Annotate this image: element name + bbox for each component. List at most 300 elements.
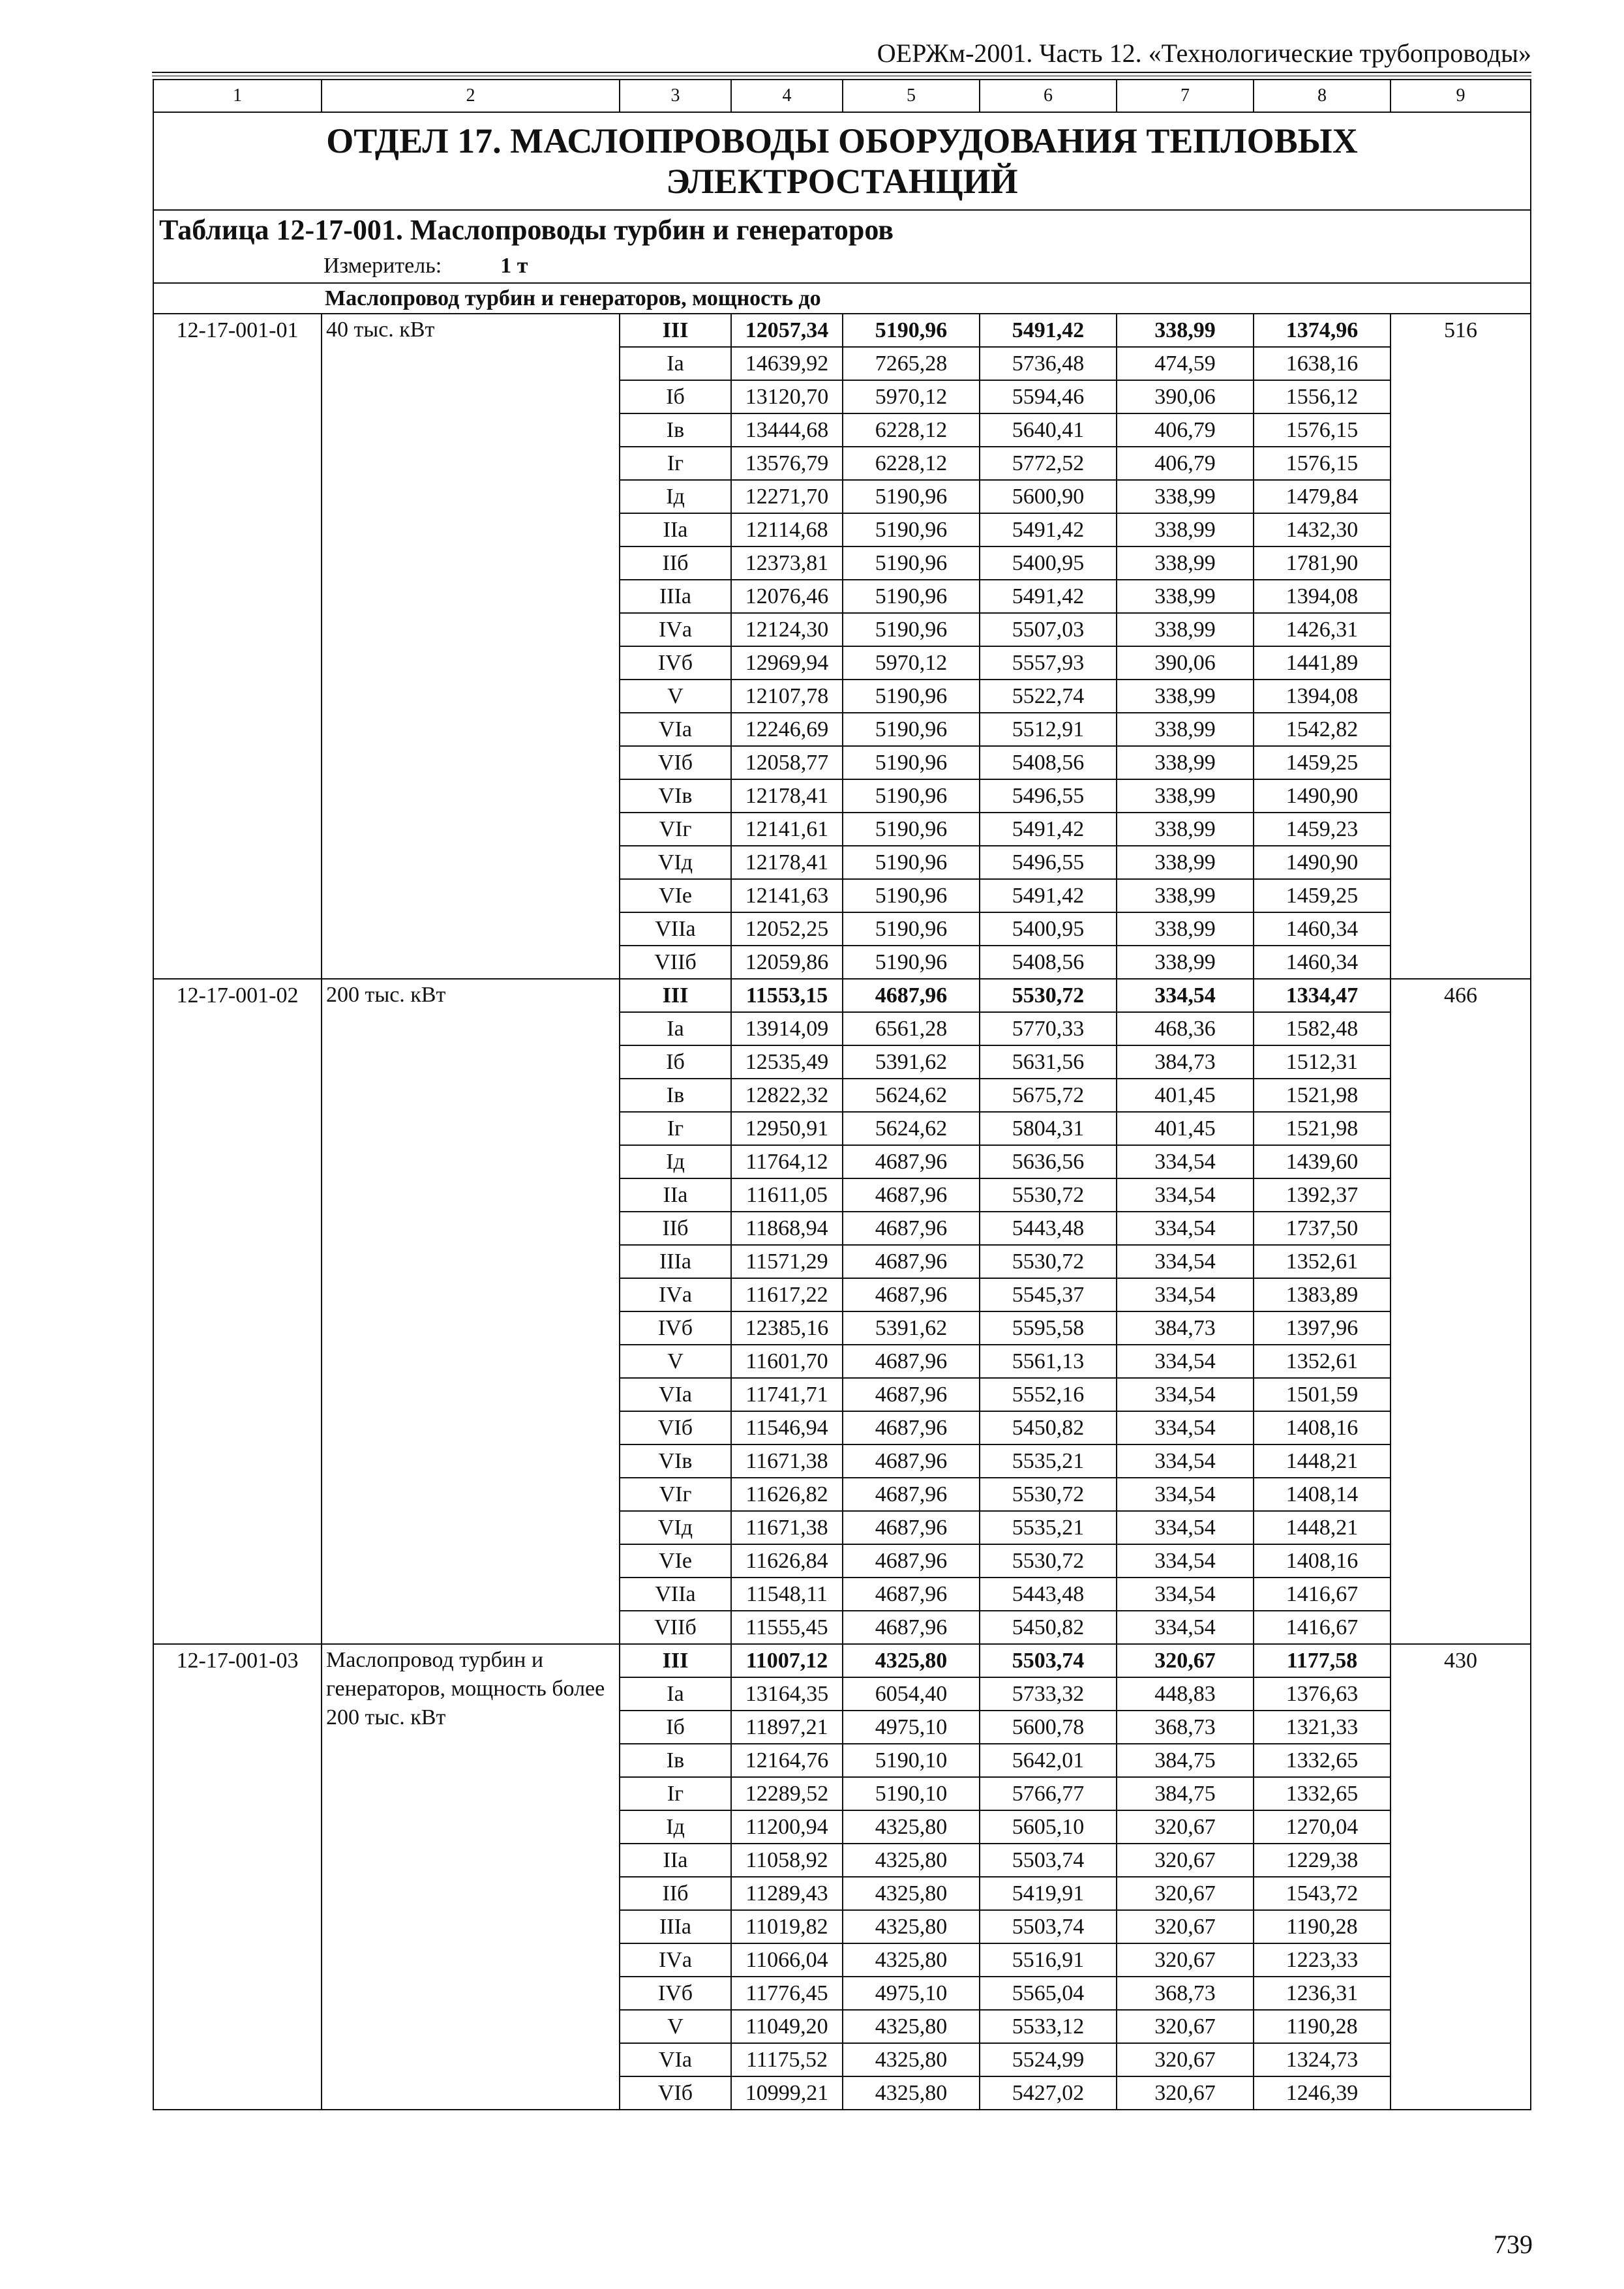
value-cell: 11175,52 <box>731 2043 843 2076</box>
value-cell: 334,54 <box>1117 1611 1254 1644</box>
value-cell: 12057,34 <box>731 314 843 347</box>
value-cell: 11066,04 <box>731 1943 843 1977</box>
value-cell: 12107,78 <box>731 680 843 713</box>
value-cell: 12289,52 <box>731 1777 843 1810</box>
value-cell: 5522,74 <box>980 680 1117 713</box>
value-cell: 1459,23 <box>1254 813 1391 846</box>
value-cell: 1479,84 <box>1254 480 1391 513</box>
table-row <box>153 979 1531 1012</box>
zone-cell: V <box>620 680 731 713</box>
value-cell: 5642,01 <box>980 1744 1117 1777</box>
value-cell: 1408,16 <box>1254 1411 1391 1444</box>
zone-cell: Iг <box>620 447 731 480</box>
value-cell: 401,45 <box>1117 1112 1254 1145</box>
value-cell: 320,67 <box>1117 1943 1254 1977</box>
value-cell: 5408,56 <box>980 946 1117 979</box>
value-cell: 334,54 <box>1117 1578 1254 1611</box>
value-cell: 5600,78 <box>980 1711 1117 1744</box>
zone-cell: VIд <box>620 1511 731 1544</box>
value-cell: 1236,31 <box>1254 1977 1391 2010</box>
value-cell: 5496,55 <box>980 779 1117 813</box>
value-cell: 338,99 <box>1117 746 1254 779</box>
value-cell: 5516,91 <box>980 1943 1117 1977</box>
value-cell: 1376,63 <box>1254 1677 1391 1711</box>
zone-cell: VIв <box>620 1444 731 1478</box>
value-cell: 5443,48 <box>980 1212 1117 1245</box>
zone-cell: V <box>620 1345 731 1378</box>
value-cell: 448,83 <box>1117 1677 1254 1711</box>
value-cell: 4325,80 <box>843 1810 980 1844</box>
value-cell: 5496,55 <box>980 846 1117 879</box>
value-cell: 320,67 <box>1117 1877 1254 1910</box>
value-cell: 1270,04 <box>1254 1810 1391 1844</box>
column-numbers-row <box>153 80 1531 112</box>
zone-cell: IVа <box>620 1943 731 1977</box>
zone-cell: III <box>620 1644 731 1677</box>
zone-cell: VIг <box>620 813 731 846</box>
value-cell: 4687,96 <box>843 1544 980 1578</box>
zone-cell: VIIб <box>620 946 731 979</box>
value-cell: 1394,08 <box>1254 580 1391 613</box>
value-cell: 406,79 <box>1117 447 1254 480</box>
value-cell: 390,06 <box>1117 380 1254 413</box>
zone-cell: Iд <box>620 480 731 513</box>
value-cell: 5190,10 <box>843 1744 980 1777</box>
value-cell: 5491,42 <box>980 513 1117 546</box>
zone-cell: Iб <box>620 1045 731 1079</box>
zone-cell: Iа <box>620 1677 731 1711</box>
value-cell: 1556,12 <box>1254 380 1391 413</box>
value-cell: 4687,96 <box>843 1345 980 1378</box>
value-cell: 11671,38 <box>731 1444 843 1478</box>
zone-cell: IVа <box>620 613 731 646</box>
value-cell: 338,99 <box>1117 314 1254 347</box>
value-cell: 5190,96 <box>843 513 980 546</box>
col-num: 5 <box>843 80 980 112</box>
value-cell: 5524,99 <box>980 2043 1117 2076</box>
department-row <box>153 112 1531 210</box>
table-row <box>153 1644 1531 1677</box>
value-cell: 1501,59 <box>1254 1378 1391 1411</box>
value-cell: 11289,43 <box>731 1877 843 1910</box>
value-cell: 1521,98 <box>1254 1112 1391 1145</box>
zone-cell: IIIа <box>620 580 731 613</box>
running-header: ОЕРЖм-2001. Часть 12. «Технологические трубопроводы» <box>877 38 1531 68</box>
value-cell: 12052,25 <box>731 912 843 946</box>
value-cell: 1223,33 <box>1254 1943 1391 1977</box>
value-cell: 5772,52 <box>980 447 1117 480</box>
value-cell: 4325,80 <box>843 1877 980 1910</box>
value-cell: 5970,12 <box>843 380 980 413</box>
value-cell: 338,99 <box>1117 846 1254 879</box>
value-cell: 4687,96 <box>843 1611 980 1644</box>
rate-description: Маслопровод турбин и генераторов, мощность более 200 тыс. кВт <box>322 1644 620 2110</box>
value-cell: 1490,90 <box>1254 846 1391 879</box>
value-cell: 11601,70 <box>731 1345 843 1378</box>
value-cell: 12246,69 <box>731 713 843 746</box>
zone-cell: IVб <box>620 646 731 680</box>
value-cell: 320,67 <box>1117 2043 1254 2076</box>
zone-cell: IIб <box>620 1212 731 1245</box>
value-cell: 12822,32 <box>731 1079 843 1112</box>
value-cell: 334,54 <box>1117 1212 1254 1245</box>
zone-cell: Iд <box>620 1810 731 1844</box>
value-cell: 5552,16 <box>980 1378 1117 1411</box>
value-cell: 334,54 <box>1117 1345 1254 1378</box>
value-cell: 11548,11 <box>731 1578 843 1611</box>
value-cell: 5530,72 <box>980 1245 1117 1278</box>
rate-code: 12-17-001-02 <box>153 979 322 1644</box>
value-cell: 5605,10 <box>980 1810 1117 1844</box>
value-cell: 320,67 <box>1117 1844 1254 1877</box>
value-cell: 5503,74 <box>980 1910 1117 1943</box>
zone-cell: IIб <box>620 1877 731 1910</box>
value-cell: 6054,40 <box>843 1677 980 1711</box>
value-cell: 11049,20 <box>731 2010 843 2043</box>
value-cell: 5427,02 <box>980 2076 1117 2110</box>
value-cell: 320,67 <box>1117 1644 1254 1677</box>
value-cell: 334,54 <box>1117 1278 1254 1311</box>
value-cell: 4687,96 <box>843 1145 980 1178</box>
value-cell: 12114,68 <box>731 513 843 546</box>
col-num: 9 <box>1391 80 1531 112</box>
value-cell: 368,73 <box>1117 1977 1254 2010</box>
value-cell: 1352,61 <box>1254 1345 1391 1378</box>
value-cell: 5408,56 <box>980 746 1117 779</box>
value-cell: 1542,82 <box>1254 713 1391 746</box>
zone-cell: Iв <box>620 1079 731 1112</box>
value-cell: 5190,96 <box>843 813 980 846</box>
value-cell: 1459,25 <box>1254 746 1391 779</box>
value-cell: 1416,67 <box>1254 1578 1391 1611</box>
value-cell: 11776,45 <box>731 1977 843 2010</box>
value-cell: 6561,28 <box>843 1012 980 1045</box>
value-cell: 1332,65 <box>1254 1744 1391 1777</box>
value-cell: 4687,96 <box>843 1178 980 1212</box>
value-cell: 334,54 <box>1117 1145 1254 1178</box>
value-cell: 5491,42 <box>980 580 1117 613</box>
value-cell: 334,54 <box>1117 1378 1254 1411</box>
value-cell: 1374,96 <box>1254 314 1391 347</box>
value-cell: 4975,10 <box>843 1977 980 2010</box>
value-cell: 11555,45 <box>731 1611 843 1644</box>
value-cell: 12058,77 <box>731 746 843 779</box>
value-cell: 12373,81 <box>731 546 843 580</box>
value-cell: 12059,86 <box>731 946 843 979</box>
value-cell: 5190,96 <box>843 314 980 347</box>
value-cell: 12969,94 <box>731 646 843 680</box>
value-cell: 1521,98 <box>1254 1079 1391 1112</box>
zone-cell: IVб <box>620 1977 731 2010</box>
value-cell: 334,54 <box>1117 979 1254 1012</box>
value-cell: 5535,21 <box>980 1444 1117 1478</box>
last-column-value: 516 <box>1391 314 1531 979</box>
last-column-value: 430 <box>1391 1644 1531 2110</box>
col-num: 3 <box>620 80 731 112</box>
value-cell: 5545,37 <box>980 1278 1117 1311</box>
value-cell: 4325,80 <box>843 2043 980 2076</box>
value-cell: 11200,94 <box>731 1810 843 1844</box>
value-cell: 13120,70 <box>731 380 843 413</box>
value-cell: 13444,68 <box>731 413 843 447</box>
value-cell: 338,99 <box>1117 813 1254 846</box>
value-cell: 1490,90 <box>1254 779 1391 813</box>
col-num: 4 <box>731 80 843 112</box>
value-cell: 11007,12 <box>731 1644 843 1677</box>
value-cell: 11546,94 <box>731 1411 843 1444</box>
value-cell: 5535,21 <box>980 1511 1117 1544</box>
value-cell: 4325,80 <box>843 2076 980 2110</box>
value-cell: 5443,48 <box>980 1578 1117 1611</box>
value-cell: 320,67 <box>1117 2076 1254 2110</box>
value-cell: 5190,96 <box>843 879 980 912</box>
zone-cell: IIа <box>620 1844 731 1877</box>
value-cell: 4687,96 <box>843 1212 980 1245</box>
zone-cell: VIе <box>620 1544 731 1578</box>
value-cell: 11671,38 <box>731 1511 843 1544</box>
value-cell: 401,45 <box>1117 1079 1254 1112</box>
value-cell: 5450,82 <box>980 1611 1117 1644</box>
value-cell: 338,99 <box>1117 546 1254 580</box>
value-cell: 320,67 <box>1117 2010 1254 2043</box>
table-title-row <box>153 210 1531 250</box>
value-cell: 338,99 <box>1117 879 1254 912</box>
value-cell: 1416,67 <box>1254 1611 1391 1644</box>
value-cell: 5190,96 <box>843 846 980 879</box>
value-cell: 1246,39 <box>1254 2076 1391 2110</box>
value-cell: 5766,77 <box>980 1777 1117 1810</box>
value-cell: 1190,28 <box>1254 2010 1391 2043</box>
value-cell: 338,99 <box>1117 779 1254 813</box>
value-cell: 1426,31 <box>1254 613 1391 646</box>
value-cell: 334,54 <box>1117 1178 1254 1212</box>
value-cell: 1512,31 <box>1254 1045 1391 1079</box>
value-cell: 338,99 <box>1117 613 1254 646</box>
zone-cell: IIа <box>620 1178 731 1212</box>
value-cell: 12535,49 <box>731 1045 843 1079</box>
value-cell: 4687,96 <box>843 1245 980 1278</box>
zone-cell: VIа <box>620 1378 731 1411</box>
value-cell: 1177,58 <box>1254 1644 1391 1677</box>
zone-cell: IVа <box>620 1278 731 1311</box>
col-num: 6 <box>980 80 1117 112</box>
value-cell: 12385,16 <box>731 1311 843 1345</box>
section-row <box>153 283 1531 314</box>
value-cell: 1441,89 <box>1254 646 1391 680</box>
value-cell: 1582,48 <box>1254 1012 1391 1045</box>
value-cell: 1737,50 <box>1254 1212 1391 1245</box>
value-cell: 1397,96 <box>1254 1311 1391 1345</box>
department-title: ОТДЕЛ 17. МАСЛОПРОВОДЫ ОБОРУДОВАНИЯ ТЕПЛОВЫХ ЭЛЕКТРОСТАНЦИЙ <box>153 112 1531 210</box>
table-title: Таблица 12-17-001. Маслопроводы турбин и генераторов <box>153 210 1531 250</box>
value-cell: 12124,30 <box>731 613 843 646</box>
value-cell: 5190,96 <box>843 680 980 713</box>
rate-code: 12-17-001-01 <box>153 314 322 979</box>
value-cell: 4325,80 <box>843 1910 980 1943</box>
value-cell: 1432,30 <box>1254 513 1391 546</box>
value-cell: 5190,96 <box>843 713 980 746</box>
value-cell: 1576,15 <box>1254 447 1391 480</box>
value-cell: 5624,62 <box>843 1079 980 1112</box>
value-cell: 5190,96 <box>843 946 980 979</box>
value-cell: 11058,92 <box>731 1844 843 1877</box>
value-cell: 4325,80 <box>843 1844 980 1877</box>
unit-row <box>153 250 1531 283</box>
zone-cell: IIб <box>620 546 731 580</box>
value-cell: 4687,96 <box>843 1278 980 1311</box>
value-cell: 1448,21 <box>1254 1444 1391 1478</box>
value-cell: 5561,13 <box>980 1345 1117 1378</box>
rate-description: 200 тыс. кВт <box>322 979 620 1644</box>
value-cell: 4687,96 <box>843 1378 980 1411</box>
value-cell: 474,59 <box>1117 347 1254 380</box>
value-cell: 5391,62 <box>843 1311 980 1345</box>
value-cell: 1448,21 <box>1254 1511 1391 1544</box>
value-cell: 4687,96 <box>843 1444 980 1478</box>
value-cell: 1460,34 <box>1254 912 1391 946</box>
zone-cell: VIIб <box>620 1611 731 1644</box>
value-cell: 5503,74 <box>980 1844 1117 1877</box>
unit-value: 1 т <box>500 254 528 278</box>
value-cell: 338,99 <box>1117 713 1254 746</box>
value-cell: 334,54 <box>1117 1478 1254 1511</box>
rate-description: 40 тыс. кВт <box>322 314 620 979</box>
value-cell: 334,54 <box>1117 1511 1254 1544</box>
zone-cell: Iг <box>620 1777 731 1810</box>
value-cell: 13164,35 <box>731 1677 843 1711</box>
value-cell: 320,67 <box>1117 1910 1254 1943</box>
value-cell: 5600,90 <box>980 480 1117 513</box>
last-column-value: 466 <box>1391 979 1531 1644</box>
value-cell: 5624,62 <box>843 1112 980 1145</box>
value-cell: 5530,72 <box>980 1478 1117 1511</box>
value-cell: 468,36 <box>1117 1012 1254 1045</box>
col-num: 8 <box>1254 80 1391 112</box>
value-cell: 12178,41 <box>731 846 843 879</box>
value-cell: 338,99 <box>1117 946 1254 979</box>
value-cell: 5512,91 <box>980 713 1117 746</box>
value-cell: 11611,05 <box>731 1178 843 1212</box>
zone-cell: VIг <box>620 1478 731 1511</box>
value-cell: 4975,10 <box>843 1711 980 1744</box>
value-cell: 4687,96 <box>843 1511 980 1544</box>
norms-table <box>153 79 1531 2110</box>
value-cell: 1321,33 <box>1254 1711 1391 1744</box>
value-cell: 4687,96 <box>843 979 980 1012</box>
value-cell: 1394,08 <box>1254 680 1391 713</box>
zone-cell: Iв <box>620 413 731 447</box>
zone-cell: Iа <box>620 347 731 380</box>
value-cell: 5190,96 <box>843 613 980 646</box>
value-cell: 1439,60 <box>1254 1145 1391 1178</box>
value-cell: 1190,28 <box>1254 1910 1391 1943</box>
zone-cell: VIв <box>620 779 731 813</box>
value-cell: 1460,34 <box>1254 946 1391 979</box>
value-cell: 5594,46 <box>980 380 1117 413</box>
value-cell: 5190,96 <box>843 746 980 779</box>
zone-cell: Iг <box>620 1112 731 1145</box>
value-cell: 5636,56 <box>980 1145 1117 1178</box>
value-cell: 10999,21 <box>731 2076 843 2110</box>
section-title: Маслопровод турбин и генераторов, мощность до <box>153 283 1531 314</box>
value-cell: 5970,12 <box>843 646 980 680</box>
value-cell: 14639,92 <box>731 347 843 380</box>
value-cell: 384,75 <box>1117 1744 1254 1777</box>
zone-cell: Iа <box>620 1012 731 1045</box>
value-cell: 1408,14 <box>1254 1478 1391 1511</box>
value-cell: 5391,62 <box>843 1045 980 1079</box>
value-cell: 4325,80 <box>843 2010 980 2043</box>
zone-cell: Iд <box>620 1145 731 1178</box>
value-cell: 4687,96 <box>843 1411 980 1444</box>
value-cell: 5770,33 <box>980 1012 1117 1045</box>
value-cell: 12271,70 <box>731 480 843 513</box>
value-cell: 6228,12 <box>843 447 980 480</box>
value-cell: 11553,15 <box>731 979 843 1012</box>
value-cell: 368,73 <box>1117 1711 1254 1744</box>
value-cell: 11897,21 <box>731 1711 843 1744</box>
unit-cell <box>153 250 1531 283</box>
value-cell: 5190,96 <box>843 779 980 813</box>
zone-cell: III <box>620 979 731 1012</box>
zone-cell: IIа <box>620 513 731 546</box>
value-cell: 5491,42 <box>980 813 1117 846</box>
value-cell: 1332,65 <box>1254 1777 1391 1810</box>
value-cell: 338,99 <box>1117 912 1254 946</box>
value-cell: 5400,95 <box>980 546 1117 580</box>
value-cell: 5640,41 <box>980 413 1117 447</box>
zone-cell: VIб <box>620 2076 731 2110</box>
page-number: 739 <box>1494 2230 1533 2259</box>
value-cell: 12950,91 <box>731 1112 843 1145</box>
value-cell: 5400,95 <box>980 912 1117 946</box>
value-cell: 11571,29 <box>731 1245 843 1278</box>
value-cell: 5595,58 <box>980 1311 1117 1345</box>
value-cell: 406,79 <box>1117 413 1254 447</box>
col-num: 2 <box>322 80 620 112</box>
value-cell: 5190,96 <box>843 912 980 946</box>
value-cell: 5190,96 <box>843 546 980 580</box>
value-cell: 5450,82 <box>980 1411 1117 1444</box>
value-cell: 1324,73 <box>1254 2043 1391 2076</box>
value-cell: 1383,89 <box>1254 1278 1391 1311</box>
value-cell: 4325,80 <box>843 1644 980 1677</box>
value-cell: 1781,90 <box>1254 546 1391 580</box>
value-cell: 12141,61 <box>731 813 843 846</box>
value-cell: 5491,42 <box>980 879 1117 912</box>
value-cell: 334,54 <box>1117 1544 1254 1578</box>
value-cell: 11019,82 <box>731 1910 843 1943</box>
zone-cell: VIIа <box>620 1578 731 1611</box>
zone-cell: VIб <box>620 746 731 779</box>
value-cell: 1576,15 <box>1254 413 1391 447</box>
value-cell: 6228,12 <box>843 413 980 447</box>
value-cell: 5530,72 <box>980 1178 1117 1212</box>
zone-cell: IIIа <box>620 1910 731 1943</box>
value-cell: 390,06 <box>1117 646 1254 680</box>
value-cell: 5533,12 <box>980 2010 1117 2043</box>
value-cell: 12164,76 <box>731 1744 843 1777</box>
zone-cell: Iб <box>620 380 731 413</box>
value-cell: 5503,74 <box>980 1644 1117 1677</box>
zone-cell: VIе <box>620 879 731 912</box>
col-num: 7 <box>1117 80 1254 112</box>
zone-cell: Iв <box>620 1744 731 1777</box>
value-cell: 12076,46 <box>731 580 843 613</box>
value-cell: 5565,04 <box>980 1977 1117 2010</box>
value-cell: 12141,63 <box>731 879 843 912</box>
value-cell: 1229,38 <box>1254 1844 1391 1877</box>
